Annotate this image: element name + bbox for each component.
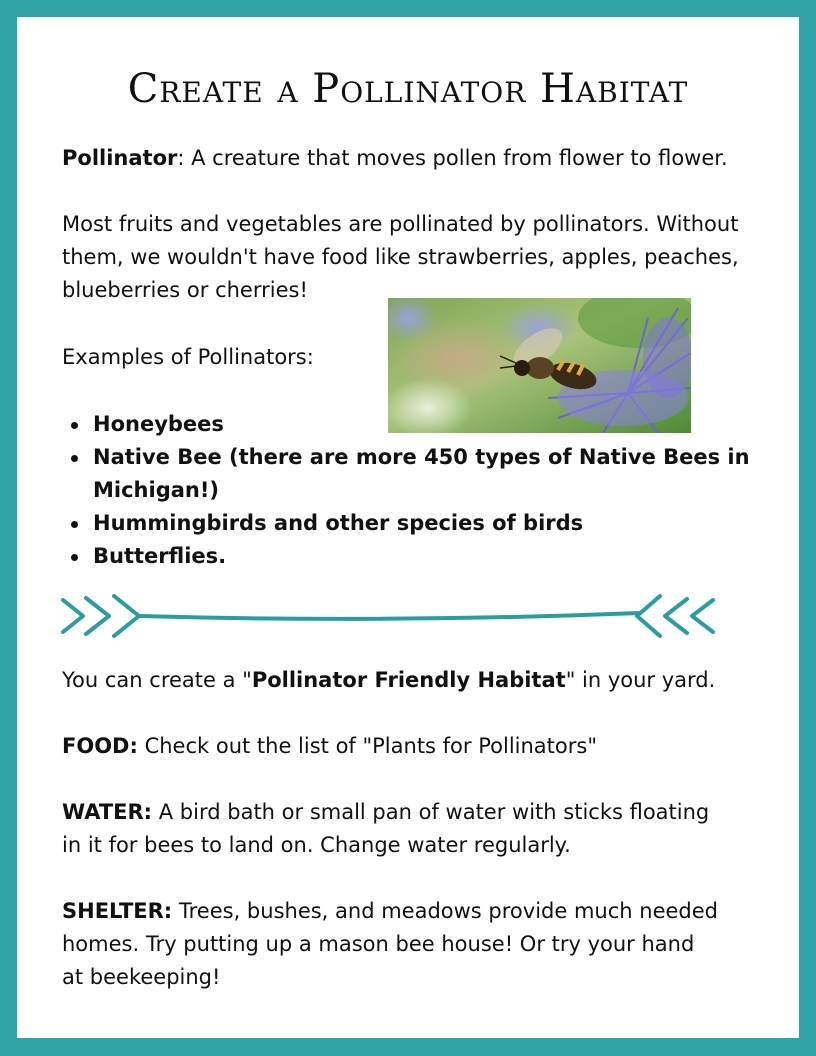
habitat-pre: You can create a " xyxy=(62,668,252,692)
list-item xyxy=(62,540,762,573)
shelter-text: Trees, bushes, and meadows provide much needed xyxy=(172,899,718,923)
page-title: Create a Pollinator Habitat xyxy=(127,66,689,112)
shelter-line-3: at beekeeping! xyxy=(62,965,221,989)
shelter-label: SHELTER: xyxy=(62,899,173,923)
list-item-text: Native Bee (there are more 450 types of Native Bees in xyxy=(93,445,750,469)
page xyxy=(17,17,799,1038)
examples-heading: Examples of Pollinators: xyxy=(62,345,314,369)
list-item-text: Honeybees xyxy=(93,412,224,436)
intro-line-1: Most fruits and vegetables are pollinated by pollinators. Without xyxy=(62,212,739,236)
definition-text: : A creature that moves pollen from flower to flower. xyxy=(177,146,728,170)
list-item xyxy=(62,507,762,540)
habitat-post: " in your yard. xyxy=(565,668,716,692)
bullet-icon xyxy=(71,521,78,528)
water-text: A bird bath or small pan of water with sticks floating xyxy=(152,800,710,824)
list-item xyxy=(62,408,762,441)
definition xyxy=(62,142,728,175)
list-item-text: Hummingbirds and other species of birds xyxy=(93,511,584,535)
bullet-icon xyxy=(71,554,78,561)
bullet-icon xyxy=(71,422,78,429)
list-item xyxy=(62,441,762,507)
habitat-line xyxy=(62,664,715,697)
list-item-text: Butterflies. xyxy=(93,544,227,568)
water-label: WATER: xyxy=(62,800,153,824)
bullet-icon xyxy=(71,455,78,462)
food-text: Check out the list of "Plants for Pollinators" xyxy=(137,734,597,758)
definition-term: Pollinator xyxy=(62,146,178,170)
pollinator-list xyxy=(62,408,762,573)
divider-arrow-icon xyxy=(59,591,719,641)
habitat-bold: Pollinator Friendly Habitat xyxy=(251,668,566,692)
water-line-1 xyxy=(62,796,709,829)
shelter-line-2: homes. Try putting up a mason bee house! Or try your hand xyxy=(62,932,695,956)
food-label: FOOD: xyxy=(62,734,138,758)
shelter-line-1 xyxy=(62,895,718,928)
intro-line-2: them, we wouldn't have food like strawberries, apples, peaches, xyxy=(62,245,739,269)
water-line-2: in it for bees to land on. Change water regularly. xyxy=(62,833,571,857)
list-item-text-continued: Michigan!) xyxy=(93,478,220,502)
intro-line-3: blueberries or cherries! xyxy=(62,278,308,302)
food-line xyxy=(62,730,597,763)
